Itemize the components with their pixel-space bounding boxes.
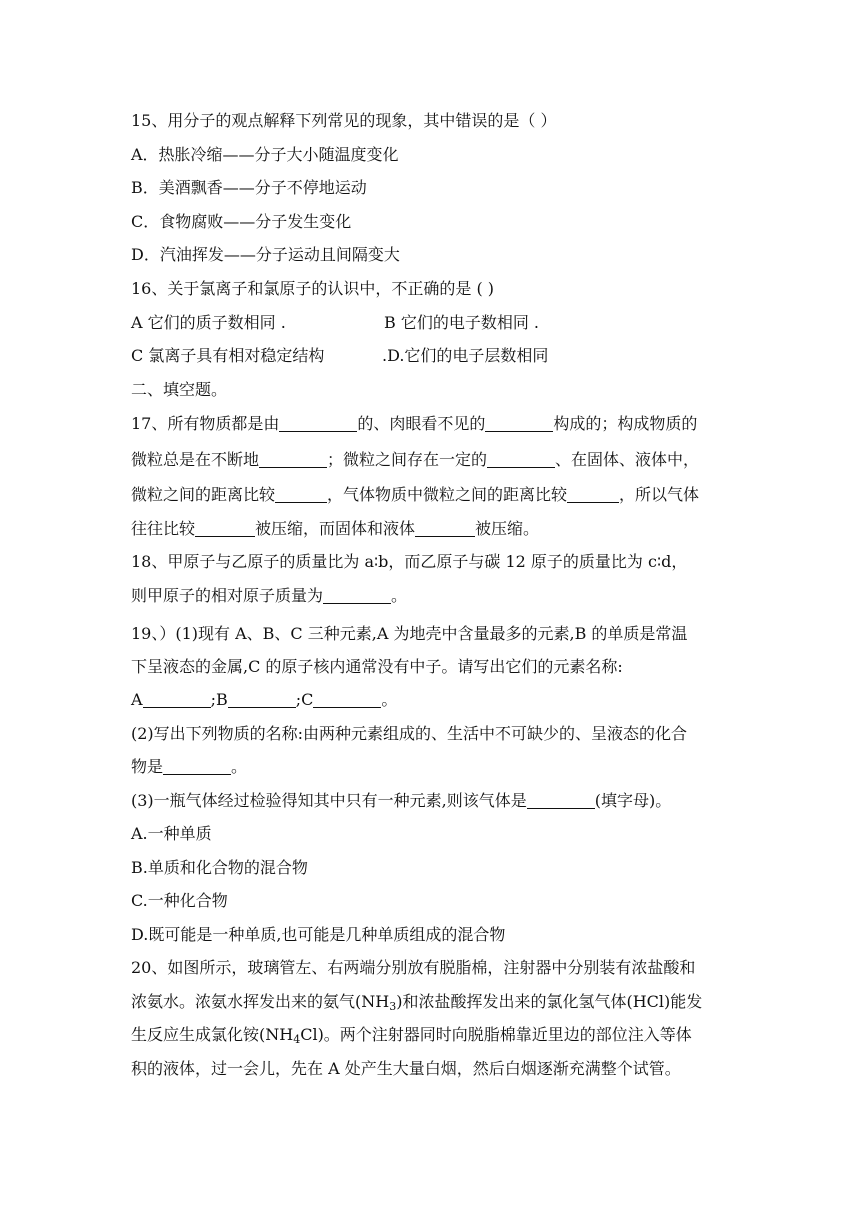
q15-option-d: D．汽油挥发——分子运动且间隔变大 [131,245,400,264]
q20-text: )和浓盐酸挥发出来的氯化氢气体(HCl)能发 [396,992,703,1011]
q15-option-b: B．美酒飘香——分子不停地运动 [131,178,367,197]
q18-text: 则甲原子的相对原子质量为 [131,586,324,605]
q16-stem: 16、关于氯离子和氯原子的认识中，不正确的是 ( ) [131,279,495,298]
q16-option-a: A 它们的质子数相同 . [131,313,286,332]
q19-line-1: 19、）(1)现有 A、B、C 三种元素,A 为地壳中含量最多的元素,B 的单质是常温 [131,624,688,643]
q19-text: A [131,690,143,709]
q19-text: (填字母)。 [594,791,672,810]
answer-blank[interactable] [279,415,357,432]
q17-text: 微粒之间的距离比较 [131,485,276,504]
q20-line-4: 积的液体，过一会儿，先在 A 处产生大量白烟，然后白烟逐渐充满整个试管。 [131,1059,681,1078]
q20-line-3 [131,1024,692,1046]
q19-text: ;C [295,690,314,709]
q17-text: 的、肉眼看不见的 [357,414,486,433]
q15-option-a: A．热胀冷缩——分子大小随温度变化 [131,145,399,164]
q19-line-6 [131,790,671,812]
q17-text: ，气体物质中微粒之间的距离比较 [327,485,568,504]
q17-line-2 [131,449,699,471]
q19-text: 。 [381,690,398,709]
q20-text: 生反应生成氯化铵(NH [131,1025,294,1044]
answer-blank[interactable] [485,415,553,432]
answer-blank[interactable] [228,691,296,708]
q16-option-c: C 氯离子具有相对稳定结构 [131,346,325,365]
answer-blank[interactable] [143,691,211,708]
q19-option-b: B.单质和化合物的混合物 [131,858,308,877]
answer-blank[interactable] [527,792,595,809]
subscript: 4 [293,1033,301,1046]
q18-line-2 [131,585,407,607]
q17-line-4 [131,518,539,540]
q20-text: 浓氨水。浓氨水挥发出来的氨气(NH [131,992,390,1011]
q19-text: (3)一瓶气体经过检验得知其中只有一种元素,则该气体是 [131,791,527,810]
subscript: 3 [389,1000,397,1013]
q17-text: 被压缩。 [475,519,540,538]
q15-option-c: C．食物腐败——分子发生变化 [131,212,352,231]
q17-text: ，所以气体 [619,485,700,504]
q16-option-b: B 它们的电子数相同 . [384,313,540,332]
q18-line-1: 18、甲原子与乙原子的质量比为 a∶b，而乙原子与碳 12 原子的质量比为 c∶d， [131,552,688,571]
q19-option-c: C.一种化合物 [131,891,228,910]
answer-blank[interactable] [313,691,381,708]
q19-option-a: A.一种单质 [131,824,212,843]
q19-line-5 [131,756,247,778]
answer-blank[interactable] [487,451,555,468]
answer-blank[interactable] [195,520,255,537]
q20-line-2 [131,991,702,1013]
q17-text: 往往比较 [131,519,196,538]
answer-blank[interactable] [259,451,327,468]
q19-text: 。 [231,757,248,776]
q17-text: 、在固体、液体中， [555,450,700,469]
q19-line-2: 下呈液态的金属,C 的原子核内通常没有中子。请写出它们的元素名称: [131,657,623,676]
q18-text: 。 [391,586,408,605]
answer-blank[interactable] [323,587,391,604]
q17-text: 被压缩，而固体和液体 [255,519,416,538]
q19-text: ;B [210,690,228,709]
q17-text: 构成的；构成物质的 [553,414,698,433]
answer-blank[interactable] [415,520,475,537]
section-heading: 二、填空题。 [131,380,228,399]
q17-text: 17、所有物质都是由 [131,414,280,433]
q19-line-4: (2)写出下列物质的名称:由两种元素组成的、生活中不可缺少的、呈液态的化合 [131,724,688,743]
q17-line-1 [131,413,697,435]
answer-blank[interactable] [163,758,231,775]
q19-text: 物是 [131,757,164,776]
q16-option-d: .D.它们的电子层数相同 [382,346,549,365]
q20-text: Cl)。两个注射器同时向脱脂棉靠近里边的部位注入等体 [300,1025,692,1044]
q17-text: ；微粒之间存在一定的 [327,450,488,469]
q20-line-1: 20、如图所示，玻璃管左、右两端分别放有脱脂棉，注射器中分别装有浓盐酸和 [131,958,696,977]
q19-line-3 [131,689,397,711]
answer-blank[interactable] [275,486,327,503]
answer-blank[interactable] [567,486,619,503]
q15-stem: 15、用分子的观点解释下列常见的现象，其中错误的是（ ） [131,111,557,130]
q17-text: 微粒总是在不断地 [131,450,260,469]
q19-option-d: D.既可能是一种单质,也可能是几种单质组成的混合物 [131,925,506,944]
q17-line-3 [131,484,699,506]
